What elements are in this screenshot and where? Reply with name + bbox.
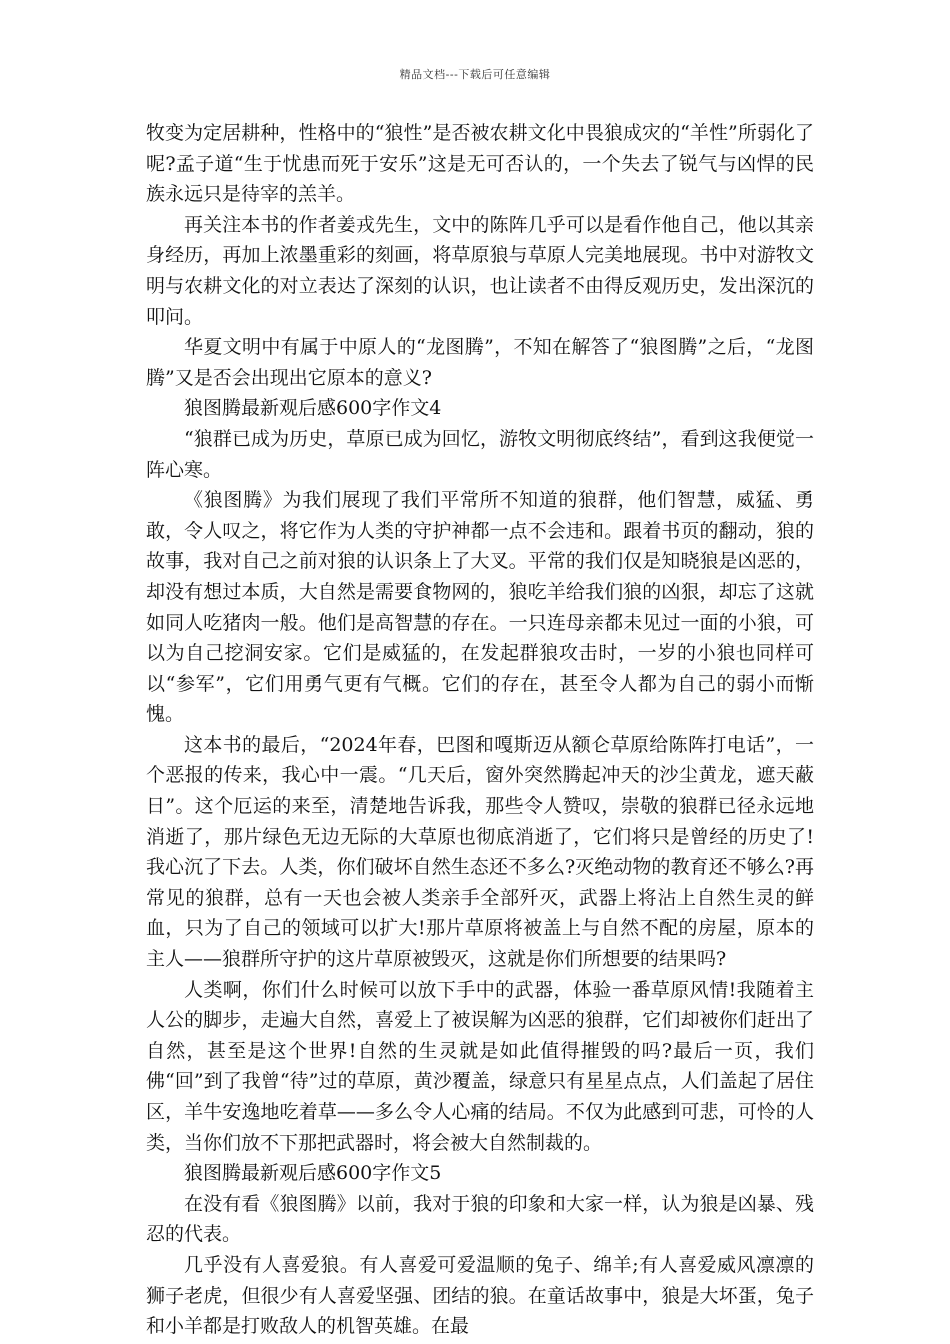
section-heading: 狼图腾最新观后感600字作文4 — [184, 397, 442, 420]
paragraph: 《狼图腾》为我们展现了我们平常所不知道的狼群，他们智慧，威猛、勇敢，令人叹之，将它作为人类的守护神都一点不会违和。跟着书页的翻动，狼的故事，我对自己之前对狼的认识条上了大叉。平常的我们仅是知晓狼是凶恶的，却没有想过本质，大自然是需要食物网的，狼吃羊给我们狼的凶狠，却忘了这就如同人吃猪肉一般。他们是高智慧的存在。一只连母亲都未见过一面的小狼，可以为自己挖洞安家。它们是威猛的，在发起群狼攻击时，一岁的小狼也同样可以“参军”，它们用勇气更有气概。它们的存在，甚至令人都为自己的弱小而惭愧。 — [146, 489, 814, 726]
paragraph: 华夏文明中有属于中原人的“龙图腾”，不知在解答了“狼图腾”之后，“龙图腾”又是否会出现出它原本的意义? — [146, 336, 814, 389]
page-header: 精品文档---下载后可任意编辑 — [399, 68, 551, 81]
paragraph: 再关注本书的作者姜戎先生，文中的陈阵几乎可以是看作他自己，他以其亲身经历，再加上浓墨重彩的刻画，将草原狼与草原人完美地展现。书中对游牧文明与农耕文化的对立表达了深刻的认识，也让读者不由得反观历史，发出深沉的叩问。 — [146, 213, 814, 328]
paragraph: 几乎没有人喜爱狼。有人喜爱可爱温顺的兔子、绵羊;有人喜爱威风凛凛的狮子老虎，但很少有人喜爱坚强、团结的狼。在童话故事中，狼是大坏蛋，兔子和小羊都是打败敌人的机智英雄。在最 — [146, 1253, 814, 1338]
paragraph: 牧变为定居耕种，性格中的“狼性”是否被农耕文化中畏狼成灾的“羊性”所弱化了呢?孟子道“生于忧患而死于安乐”这是无可否认的，一个失去了锐气与凶悍的民族永远只是待宰的羔羊。 — [146, 122, 814, 206]
paragraph: 这本书的最后，“2024年春，巴图和嘎斯迈从额仑草原给陈阵打电话”，一个恶报的传来，我心中一震。“几天后，窗外突然腾起冲天的沙尘黄龙，遮天蔽日”。这个厄运的来至，清楚地告诉我，那些令人赞叹，崇敬的狼群已径永远地消逝了，那片绿色无边无际的大草原也彻底消逝了，它们将只是曾经的历史了!我心沉了下去。人类，你们破坏自然生态还不多么?灭绝动物的教育还不够么?再常见的狼群，总有一天也会被人类亲手全部歼灭，武器上将沾上自然生灵的鲜血，只为了自己的领域可以扩大!那片草原将被盖上与自然不配的房屋，原本的主人——狼群所守护的这片草原被毁灭，这就是你们所想要的结果吗? — [146, 733, 814, 971]
document-body — [146, 118, 814, 1342]
paragraph: 人类啊，你们什么时候可以放下手中的武器，体验一番草原风情!我随着主人公的脚步，走遍大自然，喜爱上了被误解为凶恶的狼群，它们却被你们赶出了自然，甚至是这个世界!自然的生灵就是如此值得摧毁的吗?最后一页，我们佛“回”到了我曾“待”过的草原，黄沙覆盖，绿意只有星星点点，人们盖起了居住区，羊牛安逸地吃着草——多么令人心痛的结局。不仅为此感到可悲，可怜的人类，当你们放不下那把武器时，将会被大自然制裁的。 — [146, 978, 814, 1154]
paragraph: “狼群已成为历史，草原已成为回忆，游牧文明彻底终结”，看到这我便觉一阵心寒。 — [146, 427, 814, 481]
paragraph: 在没有看《狼图腾》以前，我对于狼的印象和大家一样，认为狼是凶暴、残忍的代表。 — [146, 1192, 814, 1246]
section-heading: 狼图腾最新观后感600字作文5 — [184, 1162, 442, 1185]
